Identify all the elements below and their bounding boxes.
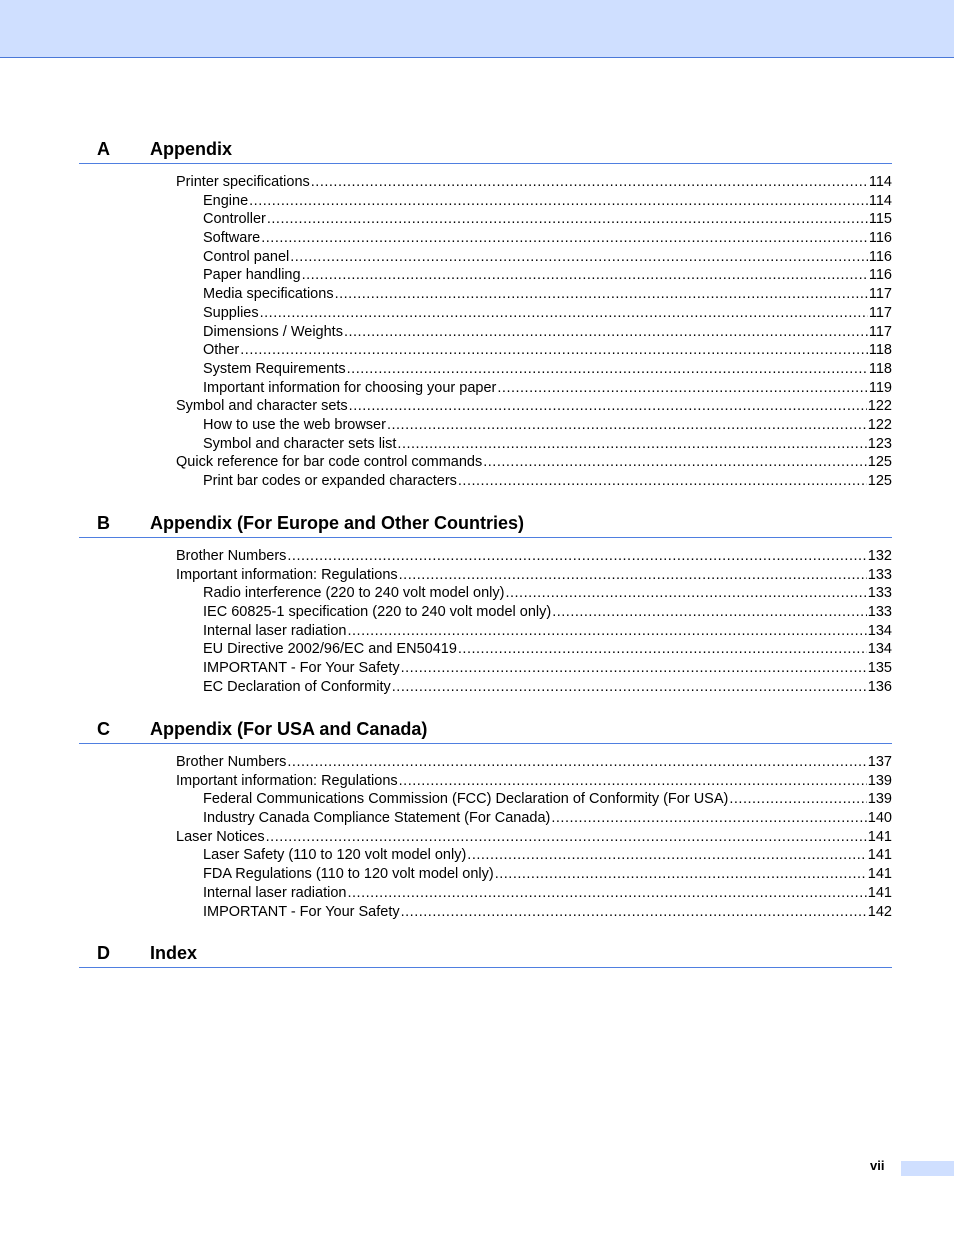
toc-entry[interactable] bbox=[79, 903, 892, 922]
dot-leader bbox=[497, 379, 867, 398]
entry-page-number: 139 bbox=[867, 791, 892, 808]
entry-title: Dimensions / Weights bbox=[203, 323, 343, 340]
entry-page-number: 117 bbox=[868, 304, 892, 321]
entry-title: FDA Regulations (110 to 120 volt model only) bbox=[203, 866, 494, 883]
section-letter: A bbox=[97, 139, 110, 159]
section-heading[interactable] bbox=[79, 509, 892, 538]
entry-title: Control panel bbox=[203, 248, 290, 265]
toc-entry[interactable] bbox=[79, 772, 892, 791]
dot-leader bbox=[311, 173, 868, 192]
entry-title: Brother Numbers bbox=[176, 548, 287, 564]
entry-title: Important information: Regulations bbox=[176, 566, 398, 583]
dot-leader bbox=[458, 472, 867, 491]
toc-entry[interactable] bbox=[79, 435, 892, 454]
header-band bbox=[0, 0, 954, 58]
entry-title: IMPORTANT - For Your Safety bbox=[203, 903, 400, 920]
entry-page-number: 134 bbox=[867, 622, 892, 639]
entry-page-number: 133 bbox=[867, 566, 892, 583]
entry-page-number: 117 bbox=[868, 323, 892, 340]
toc-entry[interactable] bbox=[79, 248, 892, 267]
entry-title: EC Declaration of Conformity bbox=[203, 678, 391, 695]
section-title: Appendix (For USA and Canada) bbox=[150, 719, 428, 739]
dot-leader bbox=[729, 790, 866, 809]
entry-page-number: 141 bbox=[867, 866, 892, 883]
toc-entry[interactable] bbox=[79, 790, 892, 809]
entry-title: Controller bbox=[203, 211, 266, 228]
dot-leader bbox=[349, 397, 867, 416]
toc-entry[interactable] bbox=[79, 678, 892, 697]
section-letter: D bbox=[97, 943, 110, 963]
entry-page-number: 115 bbox=[868, 211, 892, 228]
entry-page-number: 117 bbox=[868, 286, 892, 303]
entry-page-number: 125 bbox=[867, 454, 892, 471]
toc-entry[interactable] bbox=[79, 360, 892, 379]
dot-leader bbox=[335, 285, 868, 304]
toc-entry[interactable] bbox=[79, 566, 892, 585]
toc-section-a bbox=[79, 135, 892, 491]
toc-section-b bbox=[79, 509, 892, 697]
entry-page-number: 118 bbox=[868, 342, 892, 359]
dot-leader bbox=[399, 566, 867, 585]
entry-page-number: 118 bbox=[868, 360, 892, 377]
toc-entry[interactable] bbox=[79, 379, 892, 398]
dot-leader bbox=[260, 304, 868, 323]
toc-entry[interactable] bbox=[79, 416, 892, 435]
entry-page-number: 140 bbox=[867, 810, 892, 827]
entry-page-number: 122 bbox=[867, 416, 892, 433]
toc-entry[interactable] bbox=[79, 210, 892, 229]
toc-entry[interactable] bbox=[79, 846, 892, 865]
entry-page-number: 141 bbox=[867, 828, 892, 845]
dot-leader bbox=[302, 266, 868, 285]
dot-leader bbox=[392, 678, 867, 697]
entry-page-number: 133 bbox=[867, 604, 892, 621]
entry-page-number: 142 bbox=[867, 903, 892, 920]
dot-leader bbox=[401, 659, 867, 678]
entry-page-number: 133 bbox=[867, 585, 892, 602]
dot-leader bbox=[261, 229, 868, 248]
toc-entry[interactable] bbox=[79, 472, 892, 491]
toc-entry[interactable] bbox=[79, 865, 892, 884]
dot-leader bbox=[240, 341, 868, 360]
entry-page-number: 132 bbox=[867, 548, 892, 564]
entry-title: IMPORTANT - For Your Safety bbox=[203, 660, 400, 677]
entry-title: Laser Safety (110 to 120 volt model only) bbox=[203, 847, 467, 864]
entry-title: Federal Communications Commission (FCC) Declaration of Conformity (For USA) bbox=[203, 791, 729, 808]
entry-title: IEC 60825-1 specification (220 to 240 volt model only) bbox=[203, 604, 552, 621]
dot-leader bbox=[467, 846, 867, 865]
entry-title: Internal laser radiation bbox=[203, 884, 347, 901]
dot-leader bbox=[399, 772, 867, 791]
entry-title: Media specifications bbox=[203, 286, 334, 303]
entry-page-number: 141 bbox=[867, 884, 892, 901]
entry-page-number: 114 bbox=[868, 192, 892, 209]
entry-list bbox=[79, 547, 892, 697]
dot-leader bbox=[347, 884, 866, 903]
section-heading[interactable] bbox=[79, 715, 892, 744]
entry-title: Important information for choosing your paper bbox=[203, 379, 497, 396]
dot-leader bbox=[249, 192, 868, 211]
toc-entry[interactable] bbox=[79, 192, 892, 211]
dot-leader bbox=[290, 248, 868, 267]
toc-entry[interactable] bbox=[79, 640, 892, 659]
entry-page-number: 141 bbox=[867, 847, 892, 864]
dot-leader bbox=[344, 323, 868, 342]
toc-entry[interactable] bbox=[79, 659, 892, 678]
dot-leader bbox=[347, 360, 868, 379]
entry-title: Engine bbox=[203, 192, 249, 209]
dot-leader bbox=[495, 865, 867, 884]
toc-entry[interactable] bbox=[79, 397, 892, 416]
entry-page-number: 119 bbox=[868, 379, 892, 396]
toc-entry[interactable] bbox=[79, 173, 892, 192]
dot-leader bbox=[483, 453, 867, 472]
dot-leader bbox=[397, 435, 866, 454]
toc-entry[interactable] bbox=[79, 304, 892, 323]
section-letter: B bbox=[97, 513, 110, 533]
toc-entry[interactable] bbox=[79, 547, 892, 566]
entry-title: Supplies bbox=[203, 304, 259, 321]
entry-title: How to use the web browser bbox=[203, 416, 386, 433]
dot-leader bbox=[266, 828, 867, 847]
entry-title: Other bbox=[203, 342, 240, 359]
entry-title: Brother Numbers bbox=[176, 754, 287, 770]
entry-page-number: 125 bbox=[867, 473, 892, 489]
dot-leader bbox=[458, 640, 867, 659]
entry-title: Printer specifications bbox=[176, 174, 310, 190]
toc-entry[interactable] bbox=[79, 603, 892, 622]
entry-title: Symbol and character sets bbox=[176, 398, 348, 415]
section-title: Appendix bbox=[150, 139, 233, 159]
entry-list bbox=[79, 753, 892, 921]
entry-title: EU Directive 2002/96/EC and EN50419 bbox=[203, 641, 457, 658]
entry-page-number: 137 bbox=[867, 754, 892, 770]
section-heading[interactable] bbox=[79, 135, 892, 164]
entry-title: Laser Notices bbox=[176, 828, 265, 845]
dot-leader bbox=[552, 603, 867, 622]
dot-leader bbox=[551, 809, 866, 828]
dot-leader bbox=[401, 903, 867, 922]
entry-title: Quick reference for bar code control commands bbox=[176, 454, 483, 471]
entry-title: Paper handling bbox=[203, 267, 301, 284]
entry-page-number: 136 bbox=[867, 678, 892, 695]
entry-page-number: 114 bbox=[868, 174, 892, 190]
dot-leader bbox=[287, 753, 866, 772]
toc-entry[interactable] bbox=[79, 323, 892, 342]
dot-leader bbox=[505, 584, 866, 603]
section-letter: C bbox=[97, 719, 110, 739]
entry-page-number: 134 bbox=[867, 641, 892, 658]
page-number: vii bbox=[870, 1158, 885, 1173]
dot-leader bbox=[287, 547, 866, 566]
entry-list bbox=[79, 173, 892, 491]
entry-title: Print bar codes or expanded characters bbox=[203, 473, 457, 489]
entry-page-number: 139 bbox=[867, 772, 892, 789]
toc-entry[interactable] bbox=[79, 884, 892, 903]
dot-leader bbox=[347, 622, 866, 641]
entry-title: Industry Canada Compliance Statement (For Canada) bbox=[203, 810, 551, 827]
entry-title: Symbol and character sets list bbox=[203, 435, 397, 452]
toc-entry[interactable] bbox=[79, 828, 892, 847]
toc-entry[interactable] bbox=[79, 453, 892, 472]
toc-entry[interactable] bbox=[79, 266, 892, 285]
entry-title: Internal laser radiation bbox=[203, 622, 347, 639]
section-title: Appendix (For Europe and Other Countries) bbox=[150, 513, 525, 533]
page-tab-marker bbox=[901, 1161, 954, 1176]
toc-entry[interactable] bbox=[79, 753, 892, 772]
toc-entry[interactable] bbox=[79, 341, 892, 360]
entry-title: Radio interference (220 to 240 volt model only) bbox=[203, 585, 505, 602]
entry-title: Important information: Regulations bbox=[176, 772, 398, 789]
section-heading[interactable] bbox=[79, 939, 892, 968]
entry-page-number: 116 bbox=[868, 267, 892, 284]
toc-section-d bbox=[79, 939, 892, 968]
entry-title: Software bbox=[203, 230, 261, 247]
toc-entry[interactable] bbox=[79, 229, 892, 248]
toc-entry[interactable] bbox=[79, 622, 892, 641]
toc-section-c bbox=[79, 715, 892, 921]
entry-page-number: 116 bbox=[868, 230, 892, 247]
dot-leader bbox=[387, 416, 867, 435]
entry-page-number: 122 bbox=[867, 398, 892, 415]
section-title: Index bbox=[150, 943, 198, 963]
toc-entry[interactable] bbox=[79, 809, 892, 828]
toc-entry[interactable] bbox=[79, 584, 892, 603]
toc-entry[interactable] bbox=[79, 285, 892, 304]
entry-title: System Requirements bbox=[203, 360, 346, 377]
dot-leader bbox=[267, 210, 868, 229]
entry-page-number: 123 bbox=[867, 435, 892, 452]
entry-page-number: 116 bbox=[868, 248, 892, 265]
entry-page-number: 135 bbox=[867, 660, 892, 677]
